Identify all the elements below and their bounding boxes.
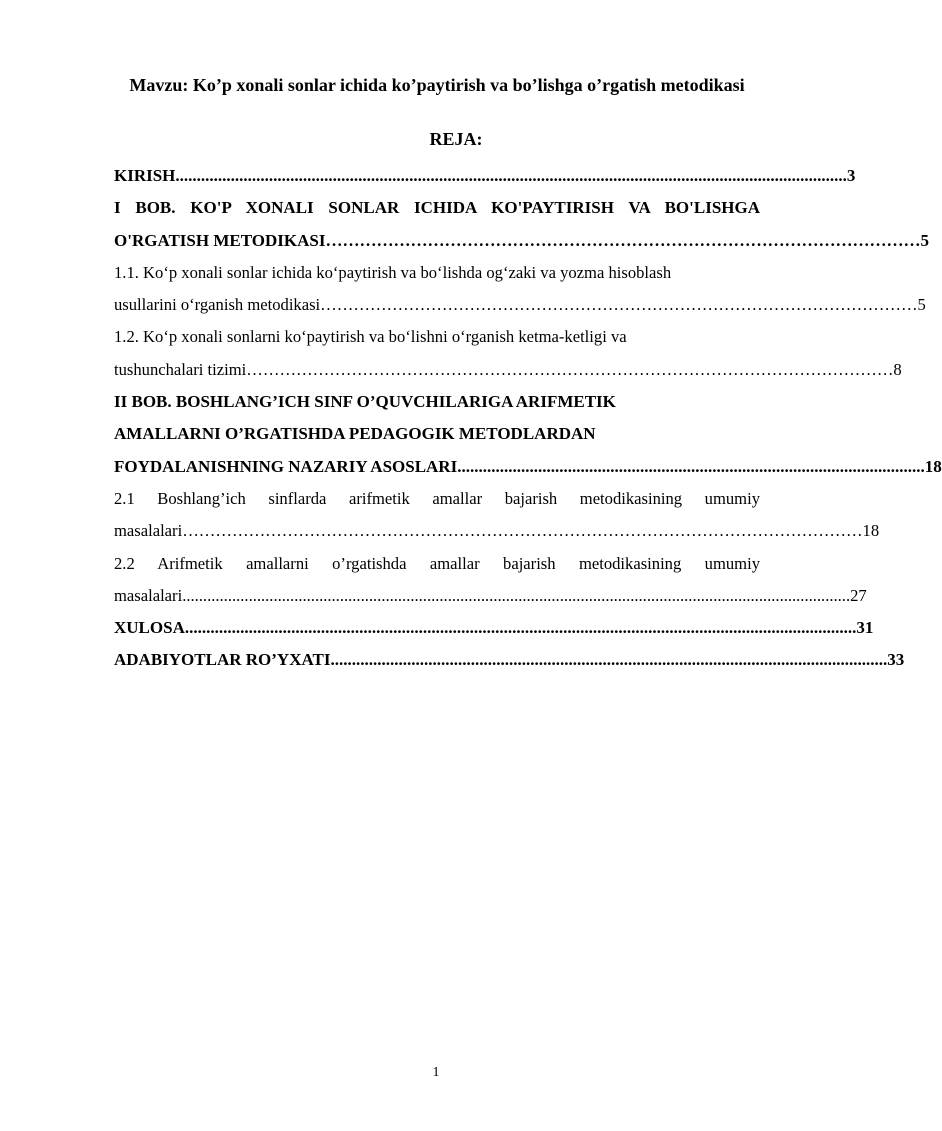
toc-page-number: 5 bbox=[920, 230, 929, 250]
toc-entry-adabiyotlar bbox=[114, 644, 905, 676]
dot-leader: .............................................................................................................................................................. bbox=[184, 618, 857, 638]
dot-leader: ……………………………………………………………………………………………………… bbox=[246, 359, 894, 379]
toc-entry-section11-line2 bbox=[114, 289, 926, 321]
dot-leader: ……………………………………………………………………………………………… bbox=[320, 295, 918, 315]
toc-entry-text: masalalari bbox=[114, 585, 183, 605]
page-number: 1 bbox=[432, 1065, 440, 1080]
toc-page-number: 33 bbox=[887, 650, 905, 670]
dot-leader: ................................................................................................................................................................. bbox=[182, 585, 851, 605]
toc-entry-text: O'RGATISH METODIKASI bbox=[114, 230, 326, 250]
dot-leader: .............................................................................................................................................................. bbox=[175, 166, 847, 185]
toc-entry-text: usullarini o‘rganish metodikasi bbox=[114, 295, 321, 315]
toc-page-number: 27 bbox=[850, 585, 867, 605]
dot-leader: …………………………………………………………………………………………………………… bbox=[182, 521, 863, 541]
toc-page-number: 18 bbox=[924, 456, 942, 476]
toc-page-number: 18 bbox=[862, 521, 880, 541]
toc-entry-section12-line2 bbox=[114, 354, 902, 386]
toc-entry-section21-line1: 2.1 Boshlang’ich sinflarda arifmetik amallar bajarish metodikasining umumiy bbox=[114, 488, 760, 508]
toc-entry-text: tushunchalari tizimi bbox=[114, 359, 247, 379]
toc-entry-text: FOYDALANISHNING NAZARIY ASOSLARI bbox=[114, 456, 458, 476]
toc-entry-chapter1-line1: I BOB. KO'P XONALI SONLAR ICHIDA KO'PAYTIRISH VA BO'LISHGA bbox=[114, 198, 760, 218]
toc-entry-chapter2-line1: II BOB. BOSHLANG’ICH SINF O’QUVCHILARIGA ARIFMETIK bbox=[114, 392, 616, 412]
dot-leader: ................................................................................................................................... bbox=[330, 650, 888, 670]
toc-page-number: 31 bbox=[856, 618, 874, 638]
dot-leader: …………………………………………………………………………………………… bbox=[325, 230, 921, 250]
toc-page-number: 5 bbox=[917, 295, 926, 315]
toc-entry-section22-line1: 2.2 Arifmetik amallarni o’rgatishda amallar bajarish metodikasining umumiy bbox=[114, 553, 760, 573]
toc-entry-kirish bbox=[114, 160, 856, 192]
toc-page-number: 8 bbox=[893, 359, 902, 379]
document-title: Mavzu: Ko’p xonali sonlar ichida ko’paytirish va bo’lishga o’rgatish metodikasi bbox=[129, 75, 745, 95]
plan-heading: REJA: bbox=[429, 129, 483, 149]
toc-entry-text: XULOSA bbox=[114, 618, 185, 638]
toc-entry-section22-line2 bbox=[114, 580, 867, 612]
toc-entry-chapter1-line2 bbox=[114, 225, 929, 257]
toc-entry-text: masalalari bbox=[114, 521, 183, 541]
dot-leader: .............................................................................................................. bbox=[457, 456, 925, 476]
table-of-contents bbox=[114, 160, 942, 677]
toc-entry-text: KIRISH bbox=[114, 166, 176, 185]
toc-entry-section21-line2 bbox=[114, 515, 880, 547]
toc-entry-section11-line1: 1.1. Ko‘p xonali sonlar ichida ko‘paytirish va bo‘lishda og‘zaki va yozma hisoblash bbox=[114, 262, 672, 282]
toc-entry-chapter2-line2: AMALLARNI O’RGATISHDA PEDAGOGIK METODLARDAN bbox=[114, 424, 596, 444]
toc-entry-chapter2-line3 bbox=[114, 451, 942, 483]
toc-entry-section12-line1: 1.2. Ko‘p xonali sonlarni ko‘paytirish va bo‘lishni o‘rganish ketma-ketligi va bbox=[114, 327, 627, 347]
toc-entry-xulosa bbox=[114, 612, 874, 644]
toc-page-number: 3 bbox=[846, 166, 856, 185]
toc-entry-text: ADABIYOTLAR RO’YXATI bbox=[114, 650, 331, 670]
